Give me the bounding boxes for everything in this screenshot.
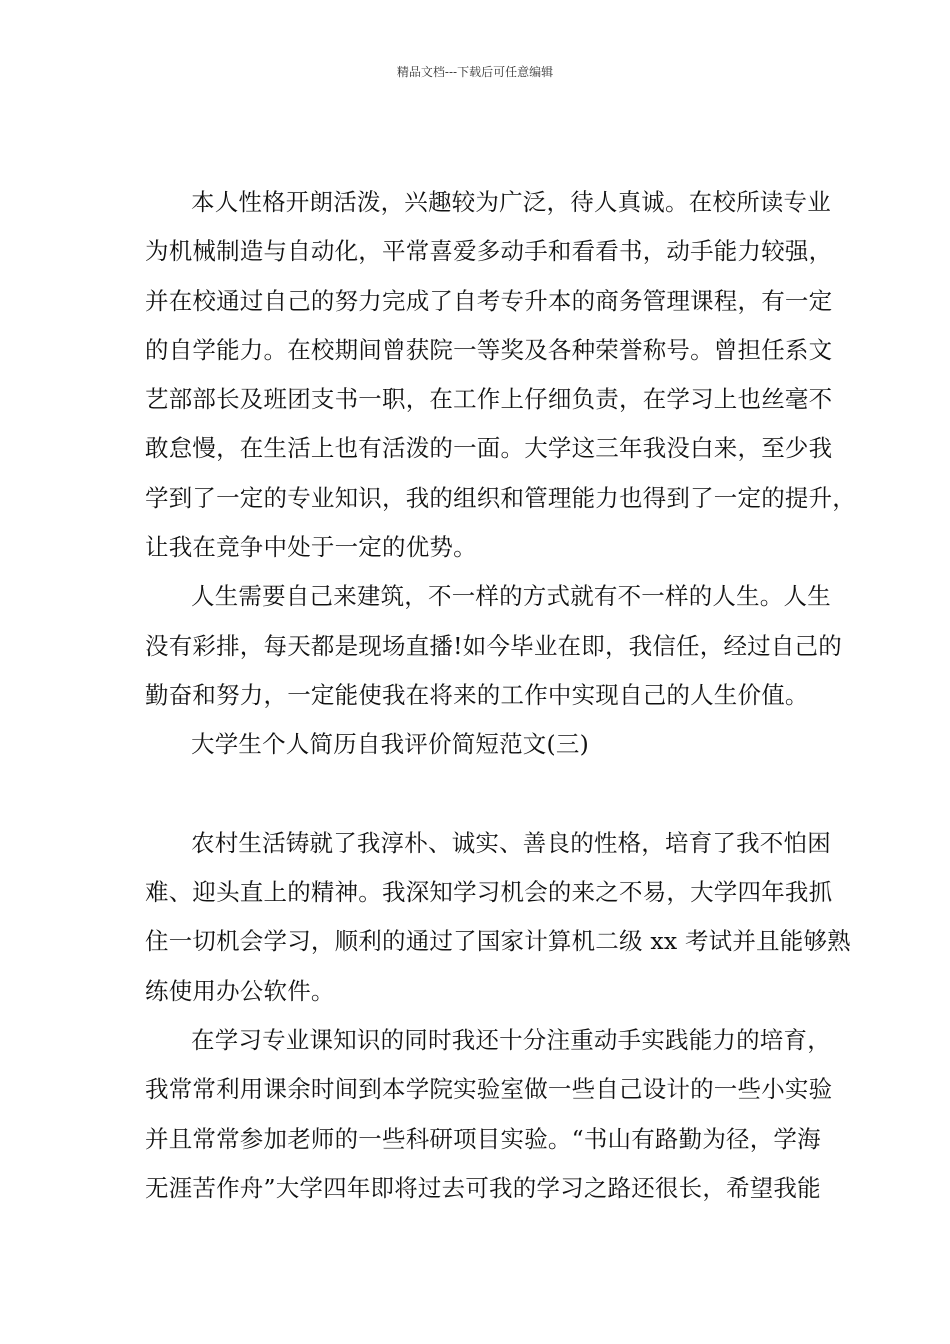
text-line: 并且常常参加老师的一些科研项目实验。“书山有路勤为径，学海 [145,1124,821,1153]
text-line: 敢怠慢，在生活上也有活泼的一面。大学这三年我没白来，至少我 [145,434,833,463]
page-header: 精品文档---下载后可任意编辑 [396,65,554,79]
text-line: 在学习专业课知识的同时我还十分注重动手实践能力的培育， [191,1026,831,1055]
text-line: 本人性格开朗活泼，兴趣较为广泛，待人真诚。在校所读专业 [191,188,831,216]
text-line: 无涯苦作舟”大学四年即将过去可我的学习之路还很长，希望我能 [145,1173,821,1202]
text-line: 的自学能力。在校期间曾获院一等奖及各种荣誉称号。曾担任系文 [145,335,833,364]
text-line: 练使用办公软件。 [145,976,335,1005]
text-line: 难、迎头直上的精神。我深知学习机会的来之不易，大学四年我抓 [145,878,833,907]
text-line: 没有彩排，每天都是现场直播!如今毕业在即，我信任，经过自己的 [145,631,842,660]
blank-line [145,770,825,819]
text-line: 艺部部长及班团支书一职，在工作上仔细负责，在学习上也丝毫不 [145,385,833,414]
text-line: 我常常利用课余时间到本学院实验室做一些自己设计的一些小实验 [145,1075,833,1104]
text-line: 并在校通过自己的努力完成了自考专升本的商务管理课程，有一定 [145,286,833,315]
paragraph-life-value [145,572,842,720]
paragraph-rural-life [145,819,851,1016]
paragraph-practice [145,1016,833,1213]
section-title: 大学生个人简历自我评价简短范文(三) [191,730,589,759]
text-line: 勤奋和努力，一定能使我在将来的工作中实现自己的人生价值。 [145,680,809,709]
text-line: 人生需要自己来建筑，不一样的方式就有不一样的人生。人生 [191,582,831,611]
text-line: 为机械制造与自动化，平常喜爱多动手和看看书，动手能力较强， [145,237,833,266]
text-line: 让我在竞争中处于一定的优势。 [145,533,477,562]
section-heading [145,720,825,769]
document-body [145,178,856,1213]
paragraph-intro [145,178,856,572]
text-line: 学到了一定的专业知识，我的组织和管理能力也得到了一定的提升， [145,483,856,512]
text-line: 住一切机会学习，顺利的通过了国家计算机二级 xx 考试并且能够熟 [145,927,851,956]
text-line: 农村生活铸就了我淳朴、诚实、善良的性格，培育了我不怕困 [191,828,831,857]
